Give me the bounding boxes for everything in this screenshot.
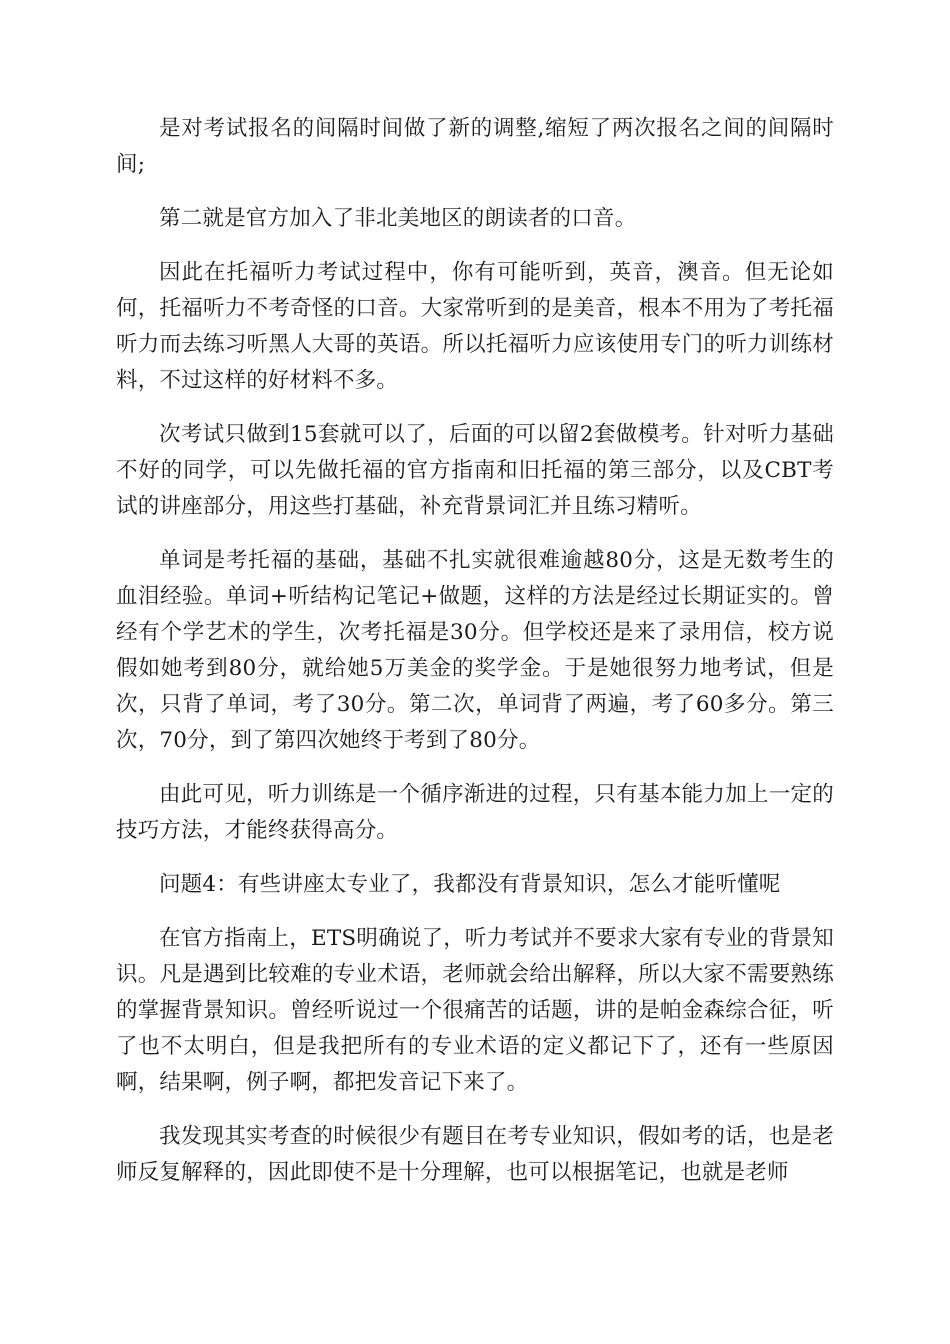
paragraph-background-knowledge: 在官方指南上，ETS明确说了，听力考试并不要求大家有专业的背景知识。凡是遇到比较难的专业术语，老师就会给出解释，所以大家不需要熟练的掌握背景知识。曾经听说过一个很痛苦的话题，讲的是帕金森综合征，听了也不太明白，但是我把所有的专业术语的定义都记下了，还有一些原因啊，结果啊，例子啊，都把发音记下来了。 (116, 926, 834, 1095)
paragraph-continuation: 是对考试报名的间隔时间做了新的调整,缩短了两次报名之间的间隔时间; (116, 116, 834, 177)
paragraph-accent-change: 第二就是官方加入了非北美地区的朗读者的口音。 (159, 206, 637, 231)
question-heading: 问题4：有些讲座太专业了，我都没有背景知识，怎么才能听懂呢 (159, 872, 781, 897)
document-body (116, 111, 834, 1209)
paragraph-practice-sets: 次考试只做到15套就可以了，后面的可以留2套做模考。针对听力基础不好的同学，可以先做托福的官方指南和旧托福的第三部分，以及CBT考试的讲座部分，用这些打基础，补充背景词汇并且练习精听。 (116, 422, 834, 519)
paragraph-conclusion: 由此可见，听力训练是一个循序渐进的过程，只有基本能力加上一定的技巧方法，才能终获得高分。 (116, 782, 834, 843)
paragraph-accents: 因此在托福听力考试过程中，你有可能听到，英音，澳音。但无论如何，托福听力不考奇怪的口音。大家常听到的是美音，根本不用为了考托福听力而去练习听黑人大哥的英语。所以托福听力应该使用专门的听力训练材料，不过这样的好材料不多。 (116, 260, 834, 393)
paragraph-vocabulary: 单词是考托福的基础，基础不扎实就很难逾越80分，这是无数考生的血泪经验。单词+听结构记笔记+做题，这样的方法是经过长期证实的。曾经有个学艺术的学生，次考托福是30分。但学校还是来了录用信，校方说假如她考到80分，就给她5万美金的奖学金。于是她很努力地考试，但是次，只背了单词，考了30分。第二次，单词背了两遍，考了60多分。第三次，70分，到了第四次她终于考到了80分。 (116, 548, 834, 753)
paragraph-notes: 我发现其实考查的时候很少有题目在考专业知识，假如考的话，也是老师反复解释的，因此即使不是十分理解，也可以根据笔记，也就是老师 (116, 1124, 834, 1185)
